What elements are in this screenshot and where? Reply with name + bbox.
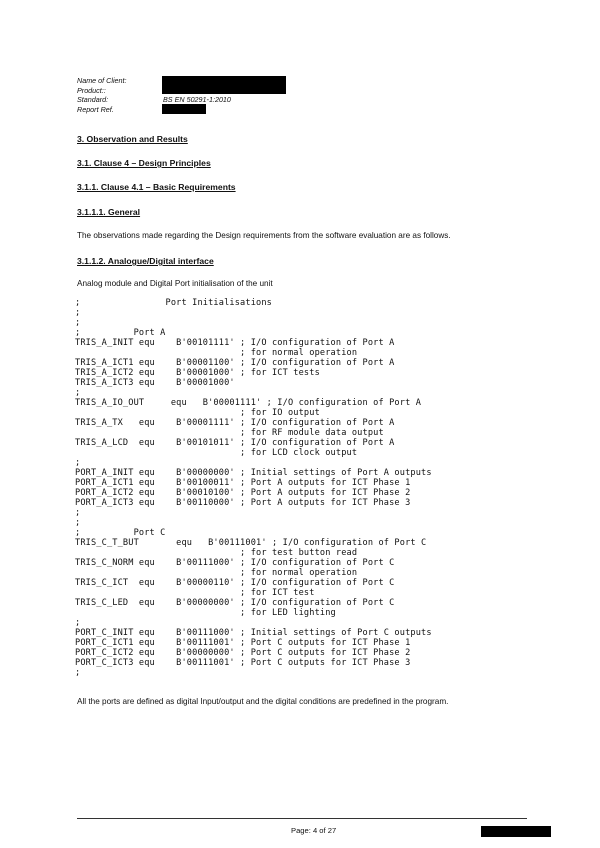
code-line: ; for normal operation <box>75 568 358 578</box>
closing-paragraph: All the ports are defined as digital Input/output and the digital conditions are predefined in the program. <box>77 697 449 706</box>
code-line: ; <box>75 618 81 628</box>
code-line: ; for normal operation <box>75 348 358 358</box>
code-line: ; Port Initialisations <box>75 298 272 308</box>
standard-label: Standard: <box>77 95 109 105</box>
redaction-block <box>162 104 206 114</box>
code-line: ; for LED lighting <box>75 608 336 618</box>
code-line: ; <box>75 518 81 528</box>
code-line: ; <box>75 668 81 678</box>
header-row-report-ref <box>77 105 231 115</box>
product-label: Product:: <box>77 85 106 95</box>
page-number: Page: 4 of 27 <box>291 826 337 835</box>
code-line: ; for ICT test <box>75 588 315 598</box>
code-line: PORT_C_ICT1 equ B'00111001' ; Port C outputs for ICT Phase 1 <box>75 638 411 648</box>
code-line: PORT_A_ICT2 equ B'00010100' ; Port A outputs for ICT Phase 2 <box>75 488 411 498</box>
code-line: ; for RF module data output <box>75 428 384 438</box>
heading-general: 3.1.1.1. General <box>77 207 141 217</box>
report-ref-label: Report Ref. <box>77 104 114 114</box>
code-line: TRIS_C_T_BUT equ B'00111001' ; I/O configuration of Port C <box>75 538 427 548</box>
redaction-block <box>481 826 551 837</box>
code-line: TRIS_A_ICT3 equ B'00001000' <box>75 378 235 388</box>
code-line: ; for test button read <box>75 548 358 558</box>
code-line: TRIS_A_ICT1 equ B'00001100' ; I/O configuration of Port A <box>75 358 395 368</box>
footer-divider <box>77 818 527 819</box>
code-line: TRIS_A_TX equ B'00001111' ; I/O configuration of Port A <box>75 418 395 428</box>
code-line: PORT_A_ICT1 equ B'00100011' ; Port A outputs for ICT Phase 1 <box>75 478 411 488</box>
code-line: TRIS_A_INIT equ B'00101111' ; I/O configuration of Port A <box>75 338 395 348</box>
heading-observation-results: 3. Observation and Results <box>77 134 188 144</box>
redaction-block <box>162 76 286 94</box>
code-line: ; <box>75 308 81 318</box>
standard-value: BS EN 50291-1:2010 <box>163 95 231 105</box>
code-line: TRIS_C_NORM equ B'00111000' ; I/O configuration of Port C <box>75 558 395 568</box>
code-line: PORT_C_ICT3 equ B'00111001' ; Port C outputs for ICT Phase 3 <box>75 658 411 668</box>
code-line: ; for IO output <box>75 408 320 418</box>
heading-basic-requirements: 3.1.1. Clause 4.1 – Basic Requirements <box>77 182 236 192</box>
heading-analogue-digital: 3.1.1.2. Analogue/Digital interface <box>77 256 214 266</box>
code-line: ; Port A <box>75 328 166 338</box>
heading-design-principles: 3.1. Clause 4 – Design Principles <box>77 158 211 168</box>
code-line: ; <box>75 388 81 398</box>
code-line: PORT_A_ICT3 equ B'00110000' ; Port A outputs for ICT Phase 3 <box>75 498 411 508</box>
code-line: TRIS_A_LCD equ B'00101011' ; I/O configuration of Port A <box>75 438 395 448</box>
header-row-standard <box>77 95 231 105</box>
analog-paragraph: Analog module and Digital Port initialisation of the unit <box>77 279 273 288</box>
code-line: TRIS_A_IO_OUT equ B'00001111' ; I/O configuration of Port A <box>75 398 422 408</box>
code-line: ; for LCD clock output <box>75 448 358 458</box>
code-line: TRIS_C_LED equ B'00000000' ; I/O configuration of Port C <box>75 598 395 608</box>
client-label: Name of Client: <box>77 76 127 85</box>
code-listing <box>75 298 432 678</box>
code-line: ; <box>75 318 81 328</box>
code-line: PORT_A_INIT equ B'00000000' ; Initial settings of Port A outputs <box>75 468 432 478</box>
code-line: ; Port C <box>75 528 166 538</box>
code-line: PORT_C_ICT2 equ B'00000000' ; Port C outputs for ICT Phase 2 <box>75 648 411 658</box>
code-line: TRIS_C_ICT equ B'00000110' ; I/O configuration of Port C <box>75 578 395 588</box>
code-line: TRIS_A_ICT2 equ B'00001000' ; for ICT tests <box>75 368 320 378</box>
general-paragraph: The observations made regarding the Design requirements from the software evaluation are as follows. <box>77 231 451 240</box>
code-line: ; <box>75 508 81 518</box>
code-line: PORT_C_INIT equ B'00111000' ; Initial settings of Port C outputs <box>75 628 432 638</box>
code-line: ; <box>75 458 81 468</box>
